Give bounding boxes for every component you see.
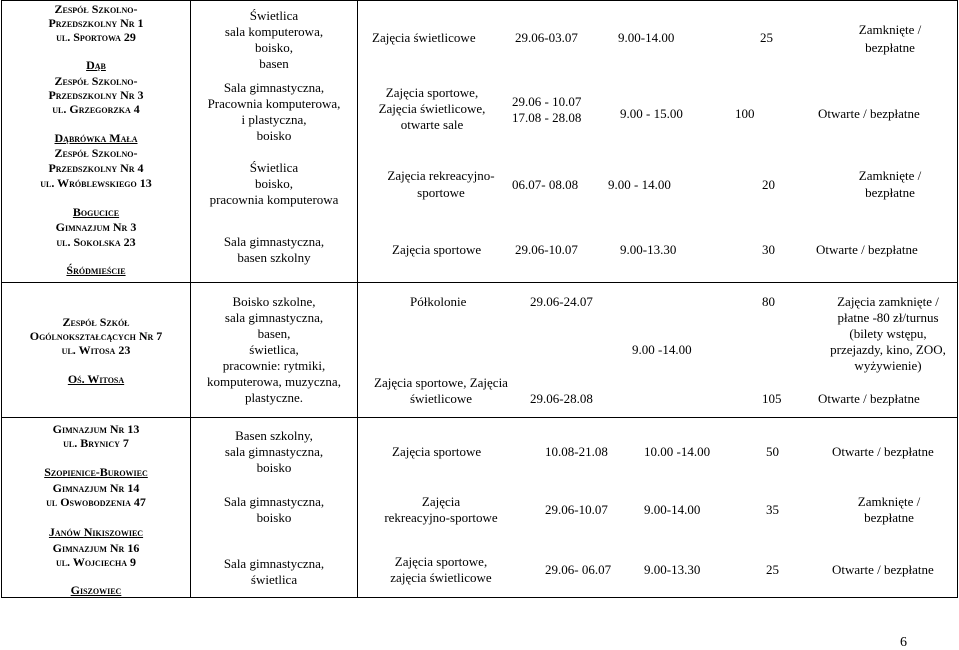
table-border-bottom [1, 597, 958, 598]
offer-hours: 10.00 -14.00 [644, 444, 711, 459]
offer-dates: 29.06- 06.07 [545, 562, 612, 577]
facility-item: Sala gimnastyczna, [223, 80, 325, 95]
table-border-top [1, 0, 958, 1]
facility-item: Świetlica [249, 160, 299, 175]
school-name: Przedszkolny Nr 4 [48, 161, 144, 175]
activity: Zajęcia [421, 494, 461, 509]
page-number: 6 [900, 635, 907, 650]
participant-count: 25 [766, 562, 779, 577]
facility-item: świetlica [250, 572, 298, 587]
offer-status: (bilety wstępu, [849, 326, 927, 341]
school-name: Ogólnokształcących Nr 7 [29, 329, 163, 343]
facility-item: boisko [256, 460, 292, 475]
offer-hours: 9.00-13.30 [644, 562, 701, 577]
activity: Zajęcia sportowe, Zajęcia [374, 375, 508, 390]
row-divider [1, 417, 958, 418]
activity: Zajęcia sportowe [392, 444, 482, 459]
facility-item: boisko [256, 128, 292, 143]
facility-item: Sala gimnastyczna, [223, 234, 325, 249]
participant-count: 30 [762, 242, 775, 257]
facility-item: basen [259, 56, 289, 71]
offer-dates: 29.06-10.07 [515, 242, 578, 257]
facility-item: komputerowa, muzyczna, [207, 374, 341, 389]
activity: Zajęcia sportowe [392, 242, 482, 257]
school-address: ul. Brynicy 7 [63, 436, 129, 450]
facility-item: plastyczne. [244, 390, 304, 405]
facility-item: basen szkolny [237, 250, 311, 265]
table-border-right [957, 0, 958, 598]
school-name: Gimnazjum Nr 13 [52, 422, 140, 436]
participant-count: 105 [762, 391, 782, 406]
activity: sportowe [417, 185, 465, 200]
facility-item: Sala gimnastyczna, [223, 556, 325, 571]
facility-item: Pracownia komputerowa, [207, 96, 341, 111]
activity: Zajęcia świetlicowe, [378, 101, 486, 116]
offer-status: przejazdy, kino, ZOO, [830, 342, 946, 357]
offer-dates: 17.08 - 28.08 [512, 110, 582, 125]
activity: Zajęcia rekreacyjno- [387, 168, 495, 183]
offer-status: bezpłatne [865, 185, 915, 200]
facility-item: świetlica, [249, 342, 299, 357]
district-name: Śródmieście [66, 263, 126, 277]
school-address: ul. Grzegorzka 4 [52, 102, 140, 116]
offer-status: Zamknięte / [858, 168, 922, 183]
activity: otwarte sale [400, 117, 464, 132]
facility-item: sala gimnastyczna, [224, 310, 324, 325]
facility-item: pracownia komputerowa [209, 192, 339, 207]
table-border-left [1, 0, 2, 598]
offer-status: Otwarte / bezpłatne [816, 242, 918, 257]
participant-count: 100 [735, 106, 755, 121]
offer-status: Zamknięte / [858, 22, 922, 37]
participant-count: 25 [760, 30, 773, 45]
school-name: Zespół Szkolno- [54, 74, 138, 88]
school-name: Zespół Szkolno- [54, 2, 138, 16]
offer-status: Otwarte / bezpłatne [832, 562, 934, 577]
school-address: ul. Wróblewskiego 13 [40, 176, 152, 190]
offer-dates: 29.06-28.08 [530, 391, 593, 406]
participant-count: 35 [766, 502, 779, 517]
facility-item: i plastyczna, [241, 112, 307, 127]
facility-item: pracownie: rytmiki, [222, 358, 326, 373]
offer-hours: 9.00-14.00 [644, 502, 701, 517]
activity: rekreacyjno-sportowe [384, 510, 498, 525]
participant-count: 50 [766, 444, 779, 459]
facility-item: Basen szkolny, [235, 428, 313, 443]
offer-status: Otwarte / bezpłatne [818, 391, 920, 406]
district-name: Dąbrówka Mała [54, 131, 138, 145]
facility-item: sala gimnastyczna, [224, 444, 324, 459]
participant-count: 80 [762, 294, 775, 309]
offer-dates: 29.06 - 10.07 [512, 94, 582, 109]
offer-status: wyżywienie) [854, 358, 922, 373]
offer-dates: 06.07- 08.08 [512, 177, 579, 192]
school-name: Gimnazjum Nr 3 [55, 220, 137, 234]
offer-status: bezpłatne [865, 40, 915, 55]
column-divider [190, 0, 191, 598]
offer-status: płatne -80 zł/turnus [837, 310, 939, 325]
school-name: Gimnazjum Nr 16 [52, 541, 140, 555]
offer-hours: 9.00 - 14.00 [608, 177, 671, 192]
row-divider [1, 282, 958, 283]
offer-hours: 9.00 -14.00 [632, 342, 692, 357]
activity: zajęcia świetlicowe [390, 570, 492, 585]
offer-status: bezpłatne [864, 510, 914, 525]
facility-item: boisko, [255, 176, 293, 191]
offer-status: Otwarte / bezpłatne [832, 444, 934, 459]
offer-dates: 29.06-24.07 [530, 294, 593, 309]
offer-dates: 29.06-10.07 [545, 502, 608, 517]
facility-item: Sala gimnastyczna, [223, 494, 325, 509]
school-address: ul. Sokolska 23 [56, 235, 136, 249]
activity: Zajęcia sportowe, [385, 85, 479, 100]
school-name: Przedszkolny Nr 1 [48, 16, 144, 30]
district-name: Dąb [86, 58, 106, 72]
facility-item: basen, [257, 326, 291, 341]
facility-item: Świetlica [249, 8, 299, 23]
facility-item: boisko, [255, 40, 293, 55]
district-name: Szopienice-Burowiec [44, 465, 148, 479]
activity: Zajęcia świetlicowe [372, 30, 476, 45]
activity: Półkolonie [410, 294, 467, 309]
offer-hours: 9.00-13.30 [620, 242, 677, 257]
participant-count: 20 [762, 177, 775, 192]
facility-item: boisko [256, 510, 292, 525]
school-address: ul. Witosa 23 [61, 343, 131, 357]
school-name: Zespół Szkolno- [54, 146, 138, 160]
facility-item: Boisko szkolne, [232, 294, 316, 309]
offer-status: Zamknięte / [857, 494, 921, 509]
offer-hours: 9.00 - 15.00 [620, 106, 683, 121]
district-name: Janów Nikiszowiec [48, 525, 144, 539]
school-address: ul. Wojciecha 9 [55, 555, 137, 569]
district-name: Bogucice [72, 205, 120, 219]
column-divider [357, 0, 358, 598]
school-name: Przedszkolny Nr 3 [48, 88, 144, 102]
offer-hours: 9.00-14.00 [618, 30, 675, 45]
facility-item: sala komputerowa, [224, 24, 324, 39]
district-name: Giszowiec [70, 583, 122, 597]
offer-dates: 29.06-03.07 [515, 30, 578, 45]
school-address: ul Oswobodzenia 47 [46, 495, 146, 509]
offer-status: Zajęcia zamknięte / [837, 294, 939, 309]
school-name: Zespół Szkół [62, 315, 130, 329]
activity: Zajęcia sportowe, [394, 554, 488, 569]
district-name: Oś. Witosa [67, 372, 125, 386]
school-address: ul. Sportowa 29 [56, 30, 136, 44]
offer-dates: 10.08-21.08 [545, 444, 608, 459]
activity: świetlicowe [409, 391, 473, 406]
offer-status: Otwarte / bezpłatne [818, 106, 920, 121]
school-name: Gimnazjum Nr 14 [52, 481, 140, 495]
